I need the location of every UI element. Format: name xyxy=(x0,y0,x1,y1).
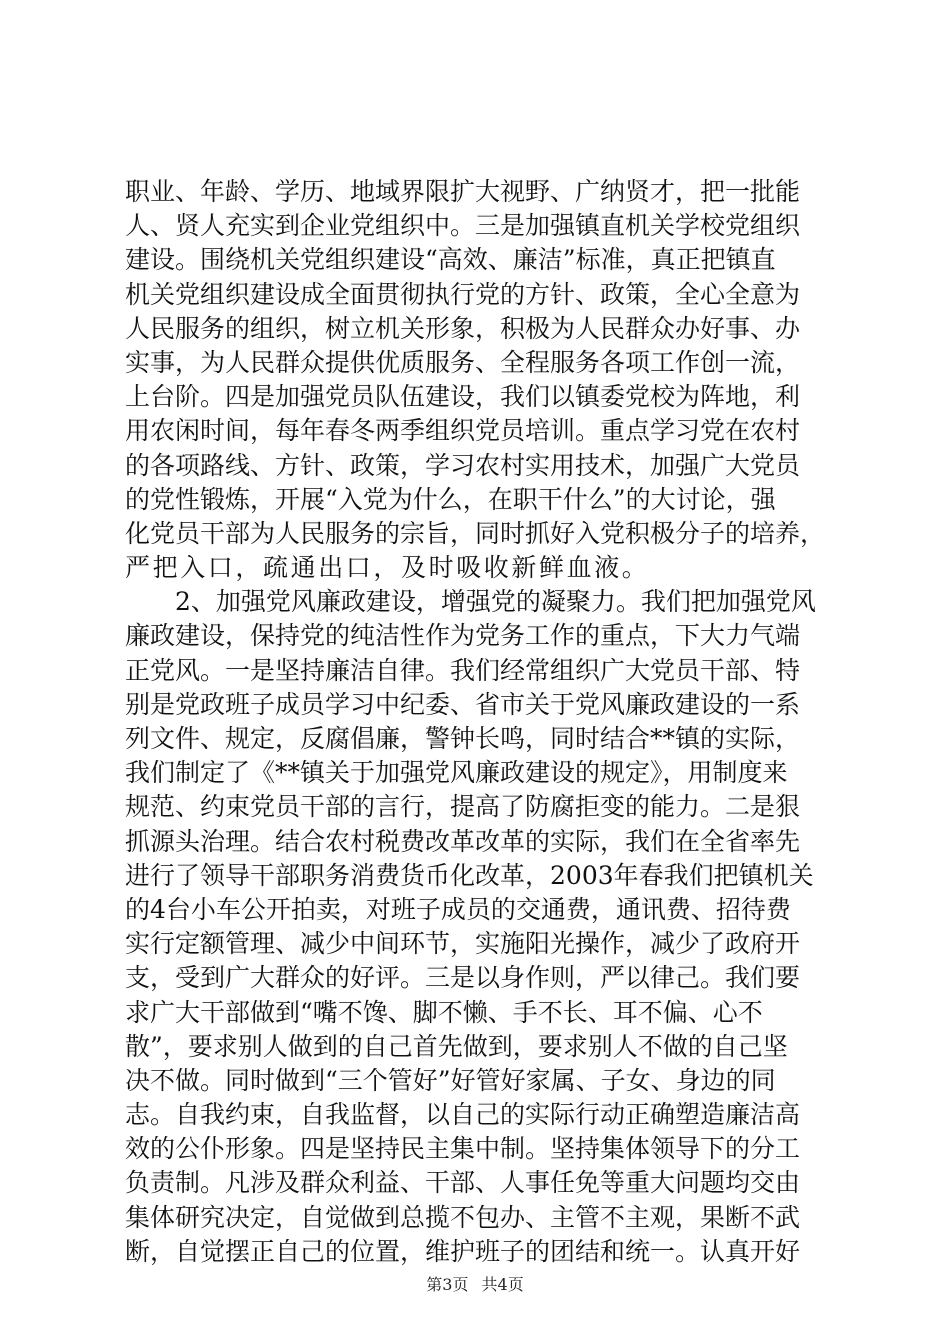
page-number: 第3页 xyxy=(426,1275,469,1294)
text-line: 断，自觉摆正自己的位置，维护班子的团结和统一。认真开好 xyxy=(125,1236,801,1266)
text-line: 化党员干部为人民服务的宗旨，同时抓好入党积极分子的培养， xyxy=(125,518,826,548)
text-line: 用农闲时间，每年春冬两季组织党员培训。重点学习党在农村 xyxy=(125,416,801,446)
text-line: 机关党组织建设成全面贯彻执行党的方针、政策，全心全意为 xyxy=(125,279,801,309)
text-line: 2、加强党风廉政建设，增强党的凝聚力。我们把加强党风 xyxy=(125,587,816,617)
text-line: 集体研究决定，自觉做到总揽不包办、主管不主观，果断不武 xyxy=(125,1202,801,1232)
text-line: 志。自我约束，自我监督，以自己的实际行动正确塑造廉洁高 xyxy=(125,1100,801,1130)
text-line: 我们制定了《**镇关于加强党风廉政建设的规定》，用制度来 xyxy=(125,758,788,788)
body-text xyxy=(125,175,825,1269)
text-line: 人、贤人充实到企业党组织中。三是加强镇直机关学校党组织 xyxy=(125,211,801,241)
text-line: 人民服务的组织，树立机关形象，积极为人民群众办好事、办 xyxy=(125,313,801,343)
text-line: 进行了领导干部职务消费货币化改革，2003年春我们把镇机关 xyxy=(125,860,814,890)
text-line: 严把入口，疏通出口，及时吸收新鲜血液。 xyxy=(125,553,650,583)
text-line: 的党性锻炼，开展“入党为什么，在职干什么”的大讨论，强 xyxy=(125,484,776,514)
text-line: 的4台小车公开拍卖，对班子成员的交通费，通讯费、招待费 xyxy=(125,894,791,924)
text-line: 效的公仆形象。四是坚持民主集中制。坚持集体领导下的分工 xyxy=(125,1134,801,1164)
text-line: 正党风。一是坚持廉洁自律。我们经常组织广大党员干部、特 xyxy=(125,655,801,685)
page-footer xyxy=(0,1272,950,1295)
text-line: 负责制。凡涉及群众利益、干部、人事任免等重大问题均交由 xyxy=(125,1168,801,1198)
text-line: 散”，要求别人做到的自己首先做到，要求别人不做的自己坚 xyxy=(125,1031,788,1061)
text-line: 实事，为人民群众提供优质服务、全程服务各项工作创一流， xyxy=(125,347,801,377)
text-line: 规范、约束党员干部的言行，提高了防腐拒变的能力。二是狠 xyxy=(125,792,801,822)
text-line: 实行定额管理、减少中间环节，实施阳光操作，减少了政府开 xyxy=(125,929,801,959)
text-line: 的各项路线、方针、政策，学习农村实用技术，加强广大党员 xyxy=(125,450,801,480)
text-line: 列文件、规定，反腐倡廉，警钟长鸣，同时结合**镇的实际， xyxy=(125,724,801,753)
text-line: 建设。围绕机关党组织建设“高效、廉洁”标准，真正把镇直 xyxy=(125,245,776,275)
text-line: 职业、年龄、学历、地域界限扩大视野、广纳贤才，把一批能 xyxy=(125,177,801,206)
page-total: 共4页 xyxy=(481,1275,524,1294)
text-line: 求广大干部做到“嘴不馋、脚不懒、手不长、耳不偏、心不 xyxy=(125,997,763,1027)
text-line: 上台阶。四是加强党员队伍建设，我们以镇委党校为阵地，利 xyxy=(125,382,801,412)
text-line: 廉政建设，保持党的纯洁性作为党务工作的重点，下大力气端 xyxy=(125,621,801,651)
text-line: 支，受到广大群众的好评。三是以身作则，严以律己。我们要 xyxy=(125,963,801,993)
text-line: 别是党政班子成员学习中纪委、省市关于党风廉政建设的一系 xyxy=(125,689,801,719)
text-line: 决不做。同时做到“三个管好”好管好家属、子女、身边的同 xyxy=(125,1065,776,1095)
text-line: 抓源头治理。结合农村税费改革改革的实际，我们在全省率先 xyxy=(125,826,801,856)
